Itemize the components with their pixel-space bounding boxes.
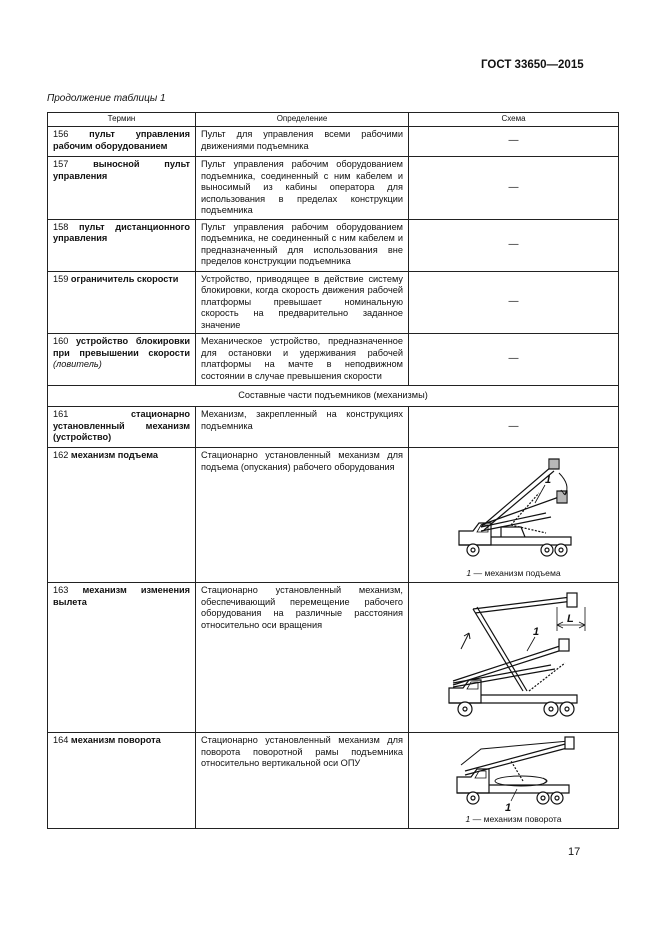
scheme-cell (409, 583, 619, 733)
lifting-mechanism-diagram (451, 455, 576, 567)
scheme-cell (409, 733, 619, 829)
table-continuation-label: Продолжение таблицы 1 (47, 93, 166, 104)
diagram-label-1: 1 (532, 626, 539, 638)
term-cell: 163 механизм изменения вылета (48, 583, 196, 733)
section-title: Составные части подъемников (механизмы) (48, 386, 619, 407)
definition-cell: Устройство, приводящее в действие систему блокировки, когда скорость движения рабочей платформы превышает номинальную скорость на предварительно заданное значение (196, 271, 409, 334)
table-header-row (48, 113, 619, 127)
term-cell: 162 механизм подъема (48, 448, 196, 583)
diagram-label-1: 1 (545, 474, 552, 487)
diagram-caption: 1 — механизм поворота (465, 814, 562, 825)
definition-cell: Механическое устройство, предназначенное для остановки и удерживания рабочей платформы на мачте в неподвижном состоянии в случае превышения скорости (196, 334, 409, 386)
scheme-cell: — (409, 127, 619, 157)
table-row (48, 583, 619, 733)
definition-cell: Пульт для управления всеми рабочими движениями подъемника (196, 127, 409, 157)
definition-cell: Стационарно установленный механизм для поворота поворотной рамы подъемника относительно вертикальной оси ОПУ (196, 733, 409, 829)
definition-cell: Стационарно установленный механизм для подъема (опускания) рабочего оборудования (196, 448, 409, 583)
term-cell: 159 ограничитель скорости (48, 271, 196, 334)
definition-cell: Пульт управления рабочим оборудованием подъемника, соединенный с ним кабелем и выносимый из кабины оператора для использования в пределах конструкции подъемника (196, 157, 409, 220)
scheme-cell: — (409, 334, 619, 386)
diagram-label-1: 1 (505, 802, 512, 814)
definition-cell: Механизм, закрепленный на конструкциях подъемника (196, 407, 409, 448)
term-cell: 156 пульт управления рабочим оборудованием (48, 127, 196, 157)
column-header-definition: Определение (196, 113, 409, 127)
table-row (48, 219, 619, 271)
scheme-cell: — (409, 271, 619, 334)
column-header-term: Термин (48, 113, 196, 127)
table-row (48, 127, 619, 157)
diagram-caption: 1 — механизм подъема (466, 568, 561, 579)
term-cell: 164 механизм поворота (48, 733, 196, 829)
document-number: ГОСТ 33650—2015 (481, 59, 584, 71)
scheme-cell: — (409, 407, 619, 448)
definition-cell: Стационарно установленный механизм, обеспечивающий перемещение рабочего оборудования на различные расстояния относительно оси вращения (196, 583, 409, 733)
term-cell: 158 пульт дистанционного управления (48, 219, 196, 271)
section-row (48, 386, 619, 407)
term-cell: 157 выносной пульт управления (48, 157, 196, 220)
table-row (48, 407, 619, 448)
table-row (48, 157, 619, 220)
table-row (48, 448, 619, 583)
definition-cell: Пульт управления рабочим оборудованием подъемника, не соединенный с ним кабелем и предназначенный для использования вне пределов конструкции подъемника (196, 219, 409, 271)
page-number: 17 (568, 846, 581, 858)
scheme-cell: — (409, 157, 619, 220)
scheme-cell: — (409, 219, 619, 271)
slewing-mechanism-diagram (451, 735, 576, 813)
table-row (48, 733, 619, 829)
dimension-label-L: L (566, 613, 574, 625)
table-row (48, 334, 619, 386)
term-cell: 161 стационарно установленный механизм (устройство) (48, 407, 196, 448)
table-row (48, 271, 619, 334)
terms-table (47, 112, 619, 829)
column-header-scheme: Схема (409, 113, 619, 127)
scheme-cell (409, 448, 619, 583)
term-cell: 160 устройство блокировки при превышении скорости (ловитель) (48, 334, 196, 386)
reach-mechanism-diagram (439, 591, 589, 729)
